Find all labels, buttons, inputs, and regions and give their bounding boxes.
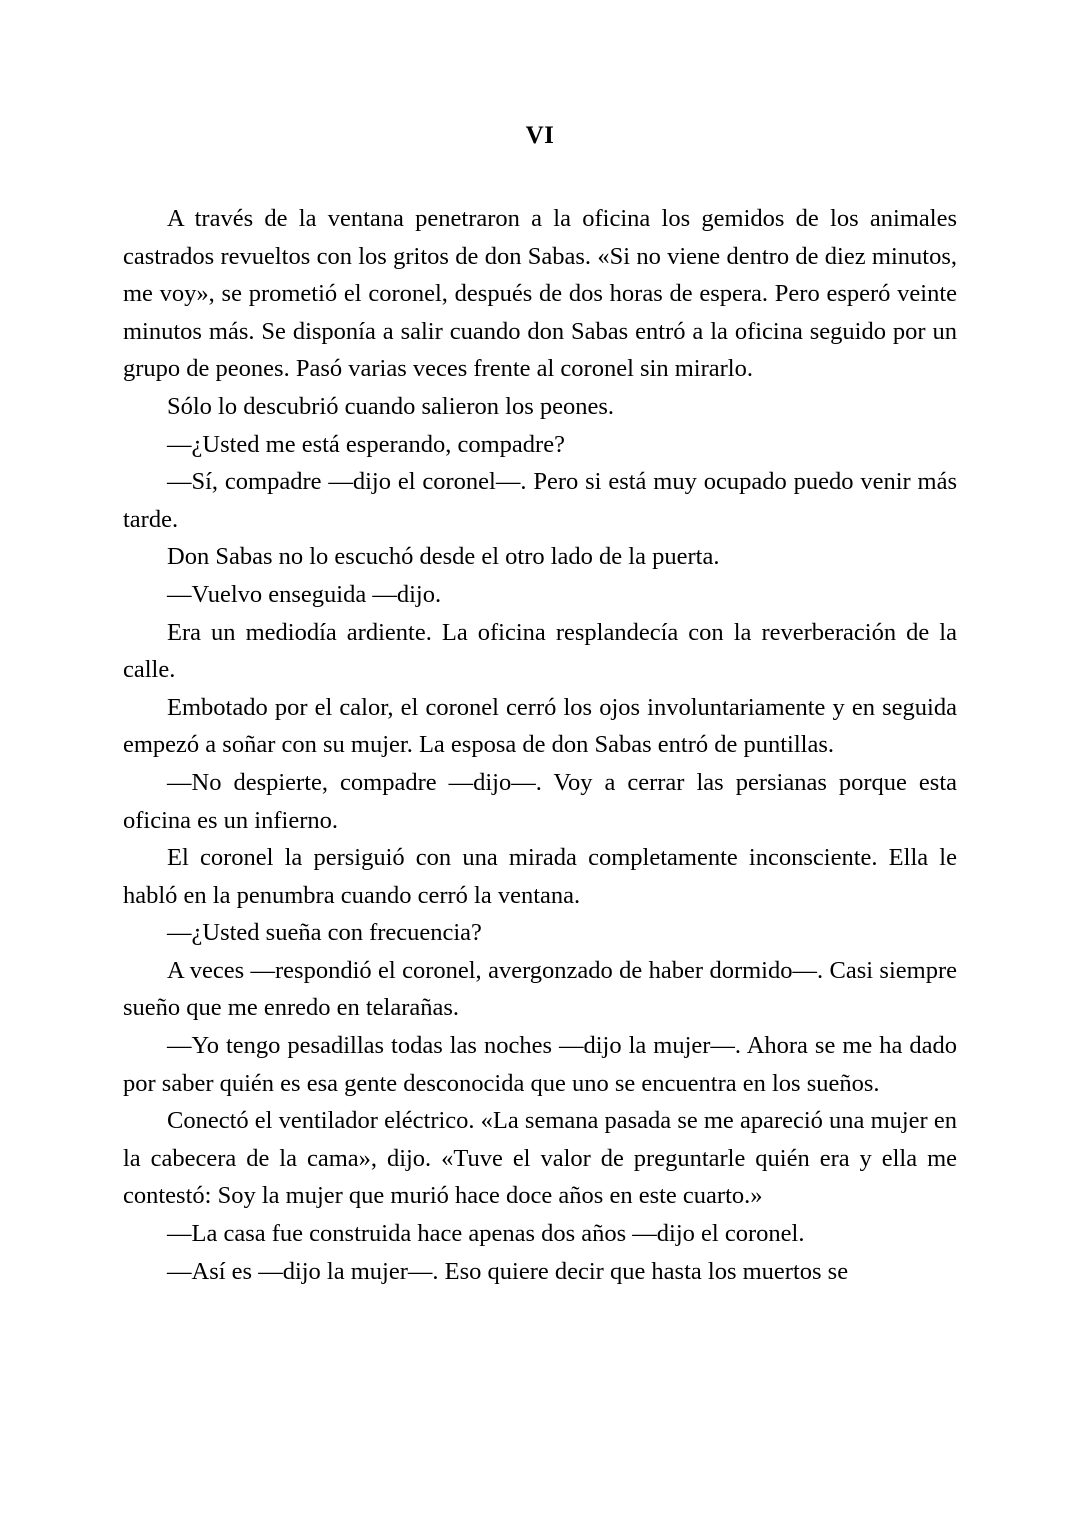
body-text: [123, 200, 957, 1290]
paragraph: Don Sabas no lo escuchó desde el otro lado de la puerta.: [167, 543, 720, 571]
page-content: [123, 0, 957, 1290]
paragraph: —Así es —dijo la mujer—. Eso quiere decir que hasta los muertos se: [167, 1257, 849, 1285]
paragraph: El coronel la persiguió con una mirada completamente inconsciente. Ella le habló en la penumbra cuando cerró la ventana.: [123, 844, 957, 909]
paragraph: —¿Usted me está esperando, compadre?: [167, 430, 565, 458]
paragraph: —Sí, compadre —dijo el coronel—. Pero si está muy ocupado puedo venir más tarde.: [123, 468, 957, 533]
paragraph: Embotado por el calor, el coronel cerró los ojos involuntariamente y en seguida empezó a soñar con su mujer. La esposa de don Sabas entró de puntillas.: [123, 693, 957, 759]
paragraph: Era un mediodía ardiente. La oficina resplandecía con la reverberación de la calle.: [123, 618, 957, 684]
paragraph: Conectó el ventilador eléctrico. «La semana pasada se me apareció una mujer en la cabecera de la cama», dijo. «Tuve el valor de preguntarle quién era y ella me contestó: Soy la mujer que murió hace doce años en este cuarto.»: [123, 1107, 957, 1210]
paragraph: A veces —respondió el coronel, avergonzado de haber dormido—. Casi siempre sueño que me enredo en telarañas.: [123, 956, 957, 1022]
paragraph: —Vuelvo enseguida —dijo.: [167, 580, 442, 608]
paragraph: —La casa fue construida hace apenas dos años —dijo el coronel.: [167, 1220, 805, 1248]
paragraph: —Yo tengo pesadillas todas las noches —dijo la mujer—. Ahora se me ha dado por saber quién es esa gente desconocida que uno se encuentra en los sueños.: [123, 1032, 957, 1097]
chapter-heading: VI: [525, 122, 555, 149]
paragraph: —No despierte, compadre —dijo—. Voy a cerrar las persianas porque esta oficina es un infierno.: [123, 768, 957, 834]
paragraph: —¿Usted sueña con frecuencia?: [167, 919, 482, 947]
paragraph: A través de la ventana penetraron a la oficina los gemidos de los animales castrados revueltos con los gritos de don Sabas. «Si no viene dentro de diez minutos, me voy», se prometió el coronel, después de dos horas de espera. Pero esperó veinte minutos más. Se disponía a salir cuando don Sabas entró a la oficina seguido por un grupo de peones. Pasó varias veces frente al coronel sin mirarlo.: [123, 205, 957, 383]
paragraph: Sólo lo descubrió cuando salieron los peones.: [167, 392, 615, 420]
